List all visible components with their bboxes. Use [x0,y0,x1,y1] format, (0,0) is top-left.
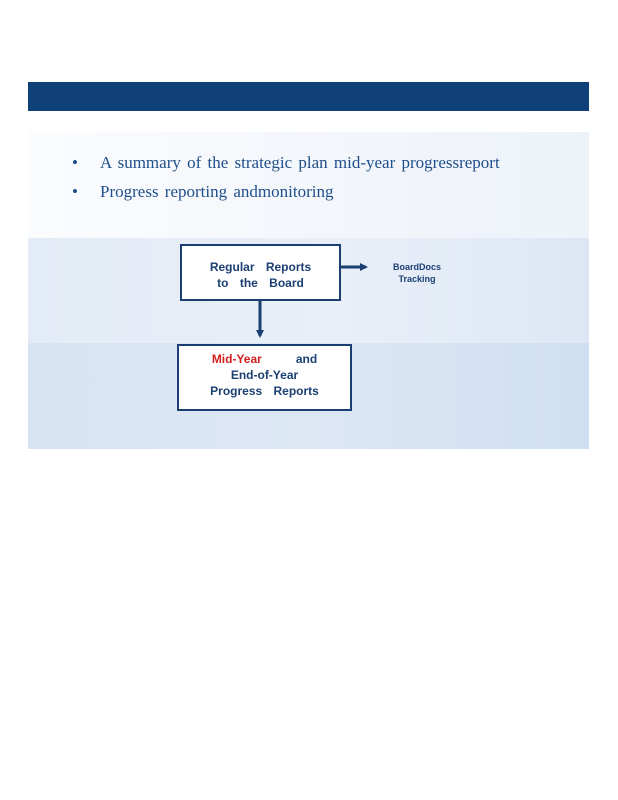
progress-reports-box [177,344,352,411]
regular-reports-line2: to the Board [217,276,304,290]
regular-reports-line1: Regular Reports [209,260,312,274]
bullet-text: A summary of the strategic plan mid-year progressreport [100,153,500,172]
bullet-symbol: • [72,182,78,201]
progress-reports-line1 [179,351,350,367]
progress-reports-line2: End-of-Year [230,368,299,382]
progress-reports-line3: Progress Reports [210,384,319,398]
boarddocs-label-line2: Tracking [398,274,436,284]
bullet-symbol: • [72,153,78,172]
boarddocs-tracking-label [386,261,448,285]
boarddocs-label-line1: BoardDocs [392,262,441,272]
regular-reports-box [180,244,341,301]
bullet-text: Progress reporting andmonitoring [100,182,334,201]
and-label: and [295,352,318,366]
mid-year-label: Mid-Year [211,352,262,366]
